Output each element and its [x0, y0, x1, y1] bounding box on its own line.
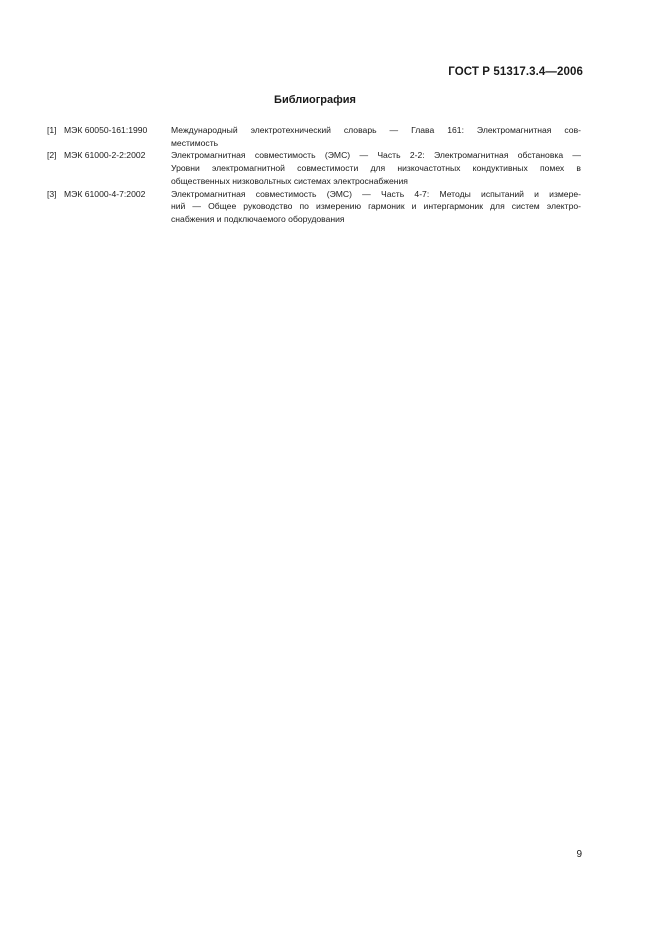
- bibliography-line: Международный электротехнический словарь — Глава 161: Электромагнитная сов-: [171, 125, 581, 135]
- bibliography-reference: [47, 149, 171, 162]
- bibliography-line: снабжения и подключаемого оборудования: [171, 213, 345, 224]
- bibliography-title: Библиография: [274, 94, 356, 106]
- bibliography-line: Электромагнитная совместимость (ЭМС) — Часть 2-2: Электромагнитная обстановка —: [171, 150, 581, 161]
- bibliography-entry: [47, 188, 581, 226]
- bibliography-list: [47, 124, 581, 226]
- bibliography-standard-id: МЭК 61000-4-7:2002: [64, 188, 146, 199]
- bibliography-description: [171, 124, 581, 149]
- bibliography-line: ний — Общее руководство по измерению гармоник и интергармоник для систем электро-: [171, 201, 581, 212]
- bibliography-entry: [47, 149, 581, 187]
- bibliography-description: [171, 188, 581, 226]
- standard-code-header: ГОСТ Р 51317.3.4—2006: [448, 66, 583, 78]
- bibliography-line: местимость: [171, 137, 219, 148]
- bibliography-entry: [47, 124, 581, 149]
- bibliography-standard-id: МЭК 61000-2-2:2002: [64, 150, 146, 161]
- bibliography-number: [1]: [47, 125, 57, 135]
- bibliography-standard-id: МЭК 60050-161:1990: [64, 125, 148, 135]
- bibliography-reference: [47, 188, 171, 201]
- bibliography-number: [2]: [47, 150, 57, 161]
- bibliography-reference: [47, 124, 171, 137]
- bibliography-number: [3]: [47, 188, 57, 199]
- bibliography-line: Уровни электромагнитной совместимости для низкочастотных кондуктивных помех в: [171, 163, 581, 174]
- bibliography-line: общественных низковольтных системах электроснабжения: [171, 175, 408, 186]
- page-number: 9: [576, 849, 582, 860]
- bibliography-description: [171, 149, 581, 187]
- bibliography-line: Электромагнитная совместимость (ЭМС) — Часть 4-7: Методы испытаний и измере-: [171, 188, 581, 199]
